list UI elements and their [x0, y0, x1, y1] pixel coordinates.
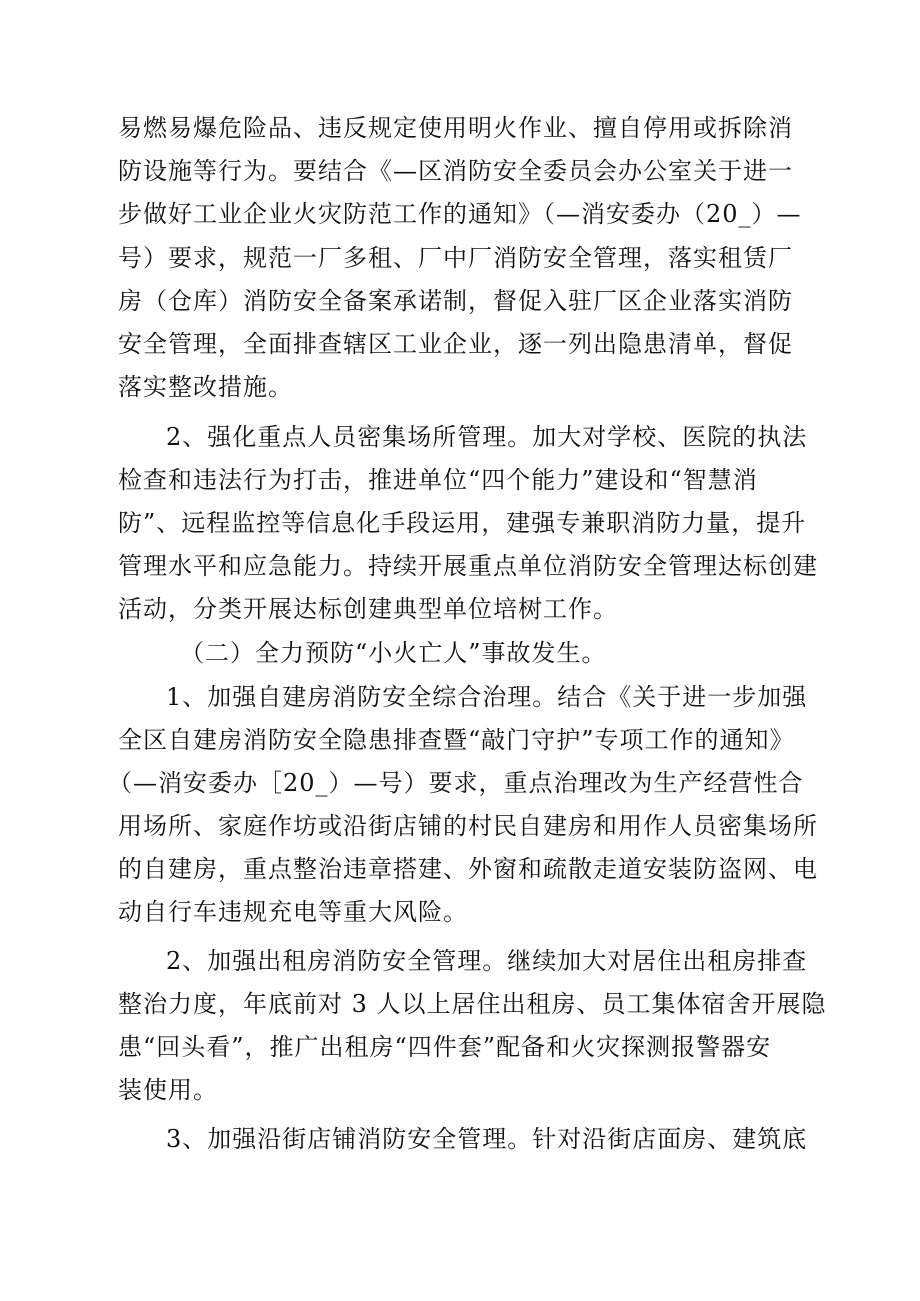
- text-line: 的自建房，重点整治违章搭建、外窗和疏散走道安装防盗网、电: [118, 855, 818, 883]
- text-line: 防设施等行为。要结合《—区消防安全委员会办公室关于进一: [118, 157, 793, 185]
- text-line: 动自行车违规充电等重大风险。: [118, 898, 468, 926]
- text-line: 步做好工业企业火灾防范工作的通知》（—消安委办（20_）—: [118, 200, 802, 228]
- text-line: 3、加强沿街店铺消防安全管理。针对沿街店面房、建筑底: [166, 1125, 808, 1153]
- text-line: 1、加强自建房消防安全综合治理。结合《关于进一步加强: [166, 683, 808, 711]
- text-line: 装使用。: [118, 1076, 218, 1104]
- text-line: 患“回头看”，推广出租房“四件套”配备和火灾探测报警器安: [118, 1033, 772, 1061]
- text-line: 2、强化重点人员密集场所管理。加大对学校、医院的执法: [166, 423, 808, 451]
- text-line: 管理水平和应急能力。持续开展重点单位消防安全管理达标创建: [118, 552, 818, 580]
- text-line: 易燃易爆危险品、违反规定使用明火作业、擅自停用或拆除消: [118, 114, 793, 142]
- text-line: 2、加强出租房消防安全管理。继续加大对居住出租房排查: [166, 947, 808, 975]
- text-line: （—消安委办［20_）—号）要求，重点治理改为生产经营性合: [108, 769, 804, 797]
- section-heading: （二）全力预防“小火亡人”事故发生。: [180, 639, 607, 667]
- text-line: 整治力度，年底前对 3 人以上居住出租房、员工集体宿舍开展隐: [118, 990, 827, 1018]
- text-line: 落实整改措施。: [118, 373, 293, 401]
- text-line: 号）要求，规范一厂多租、厂中厂消防安全管理，落实租赁厂: [118, 244, 793, 272]
- text-line: 全区自建房消防安全隐患排查暨“敲门守护”专项工作的通知》: [118, 726, 795, 754]
- text-line: 活动，分类开展达标创建典型单位培树工作。: [118, 595, 618, 623]
- text-line: 用场所、家庭作坊或沿街店铺的村民自建房和用作人员密集场所: [118, 812, 818, 840]
- text-line: 防”、远程监控等信息化手段运用，建强专兼职消防力量，提升: [118, 509, 807, 537]
- text-line: 安全管理，全面排查辖区工业企业，逐一列出隐患清单，督促: [118, 330, 793, 358]
- text-line: 检查和违法行为打击，推进单位“四个能力”建设和“智慧消: [118, 466, 758, 494]
- text-line: 房（仓库）消防安全备案承诺制，督促入驻厂区企业落实消防: [118, 287, 793, 315]
